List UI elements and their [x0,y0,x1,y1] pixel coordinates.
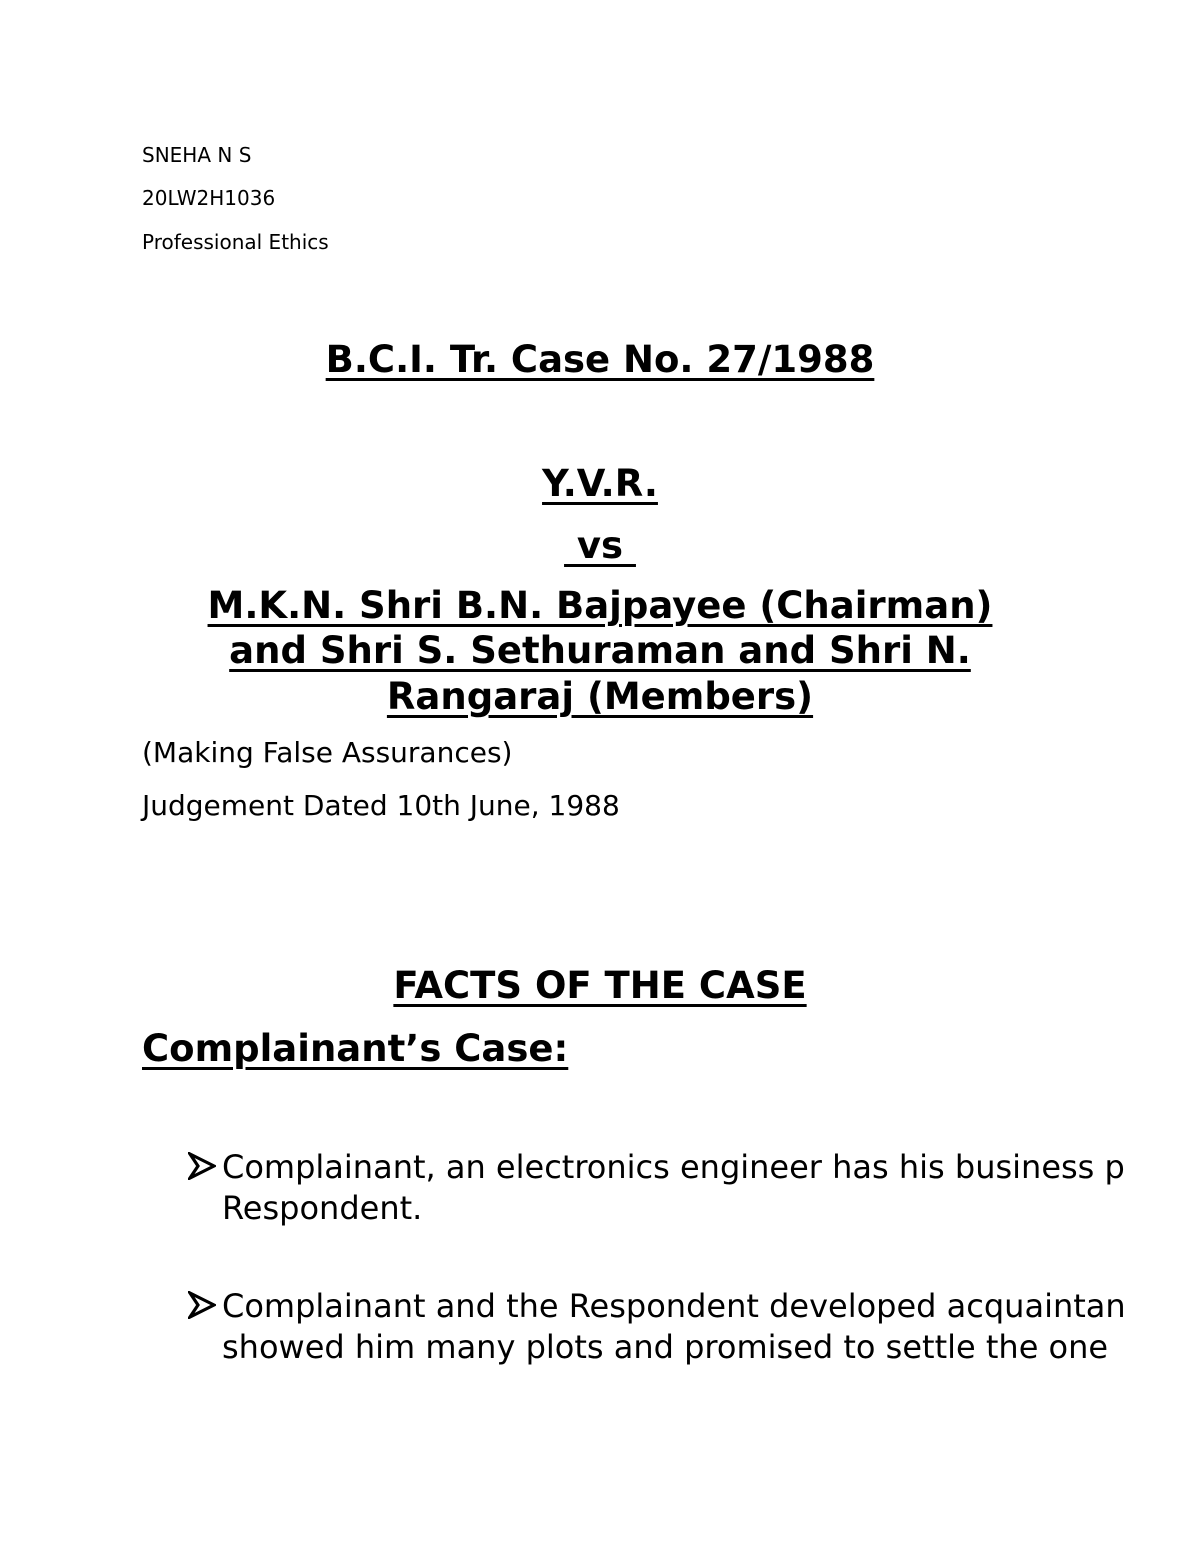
case-number-heading: B.C.I. Tr. Case No. 27/1988 [325,338,875,381]
student-name: SNEHA N S [142,143,252,167]
facts-heading: FACTS OF THE CASE [393,964,807,1007]
bullet-line-1: Complainant, an electronics engineer has his business p [222,1148,1125,1186]
party-one-heading: Y.V.R. [542,462,658,505]
bench-line-1: M.K.N. Shri B.N. Bajpayee (Chairman) [207,584,993,627]
arrow-bullet-icon [188,1152,216,1180]
bullet-line-1: Complainant and the Respondent developed acquaintan [222,1287,1126,1325]
complainant-case-subheading: Complainant’s Case: [142,1027,569,1070]
bench-line-2: and Shri S. Sethuraman and Shri N. [229,629,971,672]
subject-name: Professional Ethics [142,230,329,254]
bullet-line-2: Respondent. [222,1189,423,1227]
case-subtitle: (Making False Assurances) [142,736,513,769]
arrow-bullet-icon [188,1291,216,1319]
roll-number: 20LW2H1036 [142,186,276,210]
judgement-date: Judgement Dated 10th June, 1988 [142,789,620,822]
versus-heading: vs [564,524,636,567]
bullet-line-2: showed him many plots and promised to settle the one [222,1328,1109,1366]
list-item [188,1285,1200,1375]
bench-line-3: Rangaraj (Members) [386,675,814,718]
list-item [188,1146,1200,1236]
